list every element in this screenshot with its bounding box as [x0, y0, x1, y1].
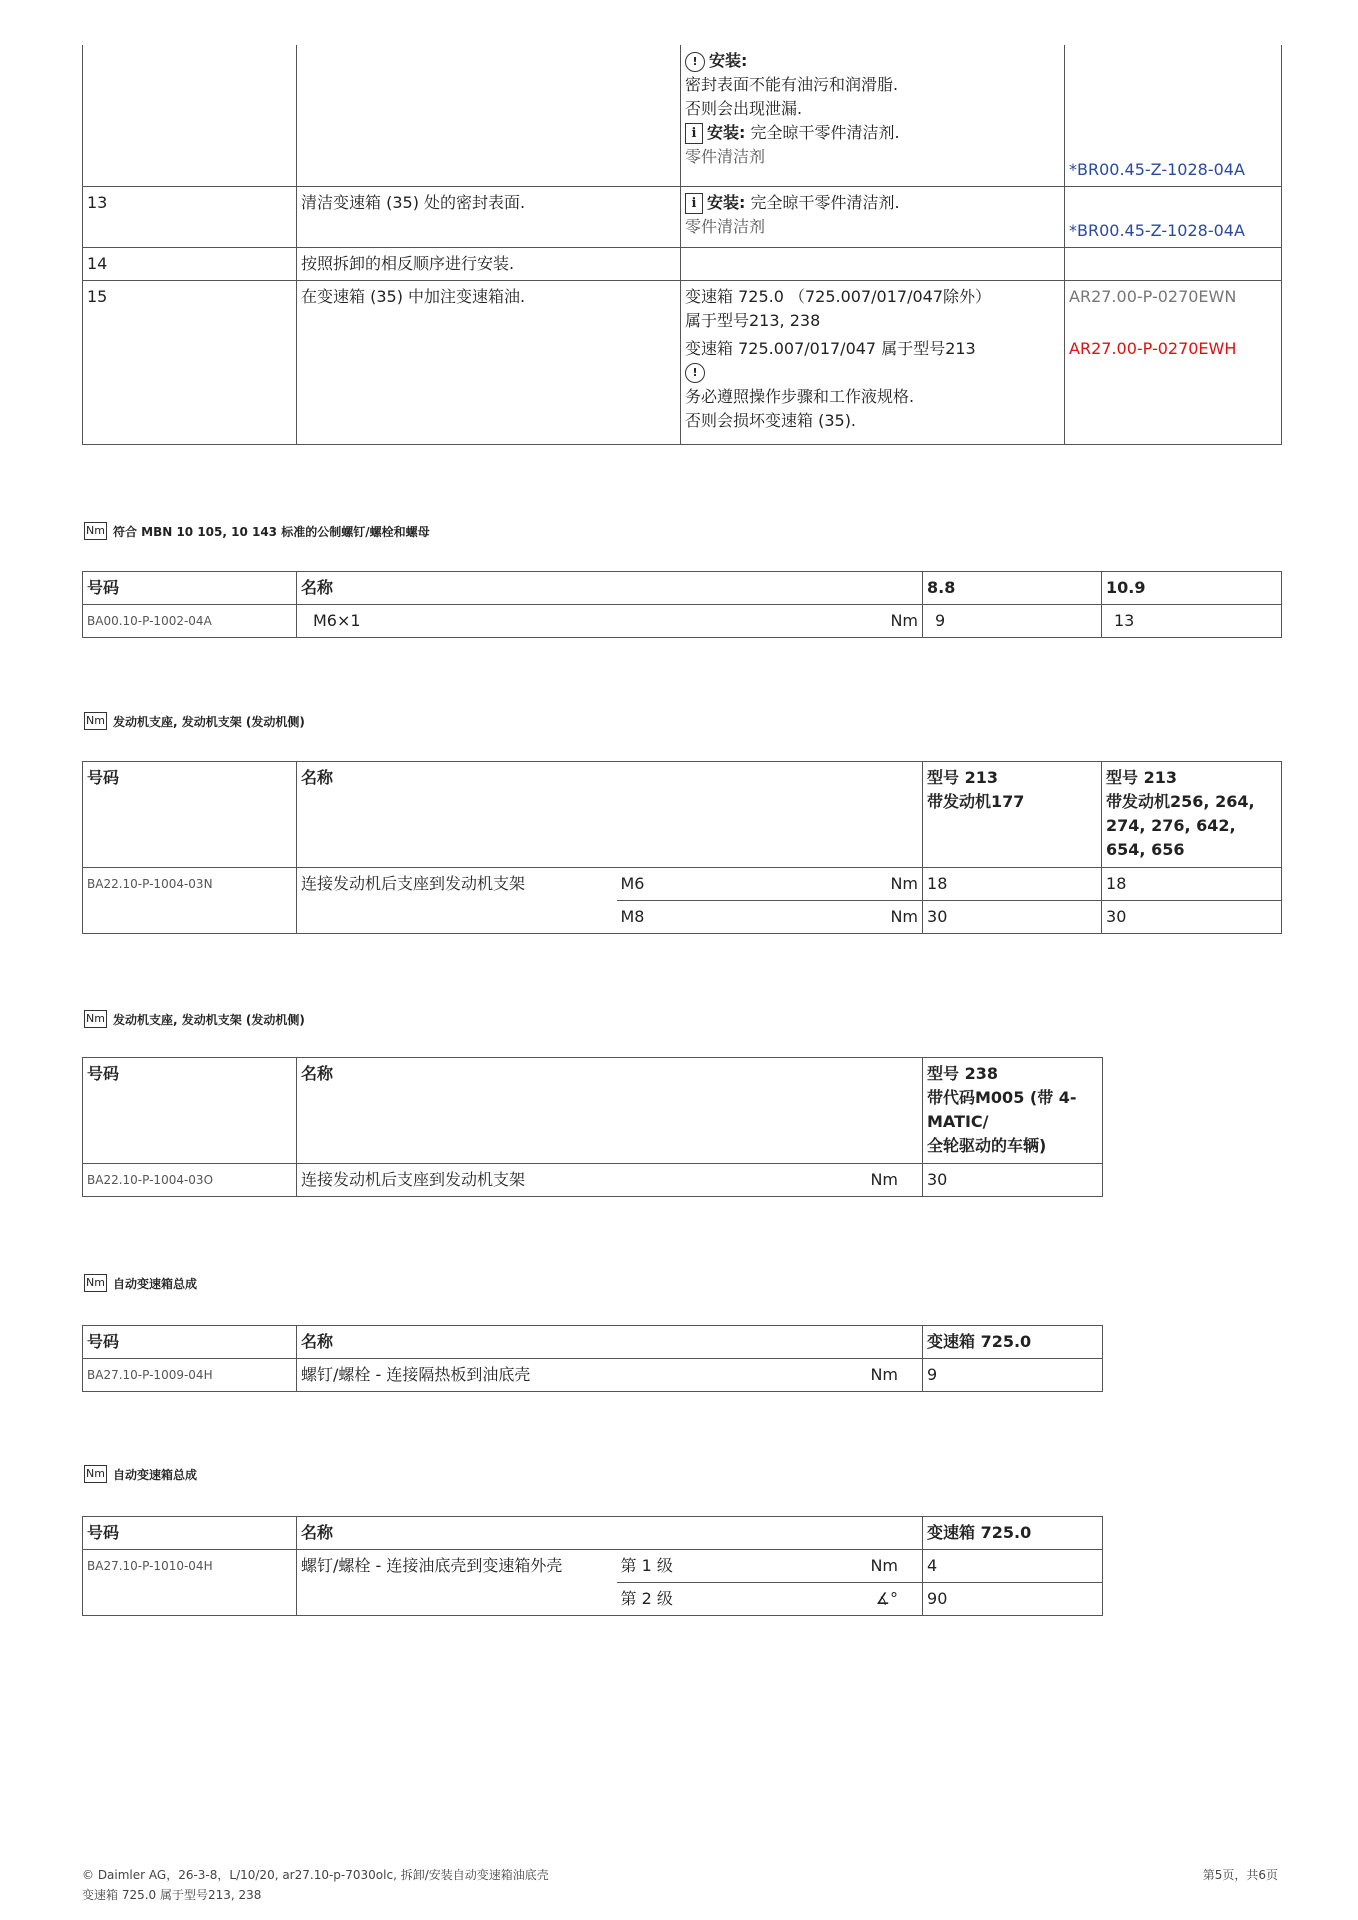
value: 30: [1102, 901, 1282, 934]
header-col: 变速箱 725.0: [923, 1326, 1103, 1359]
info-icon: i: [685, 123, 703, 144]
unit: Nm: [870, 1365, 898, 1384]
name-cell: M6×1: [313, 611, 361, 630]
torque-table-5: [82, 1516, 1103, 1616]
torque-icon: Nm: [84, 1274, 107, 1292]
section-heading: [84, 1010, 305, 1028]
unit: Nm: [870, 1170, 898, 1189]
value: 18: [923, 868, 1102, 901]
header-col: 带发动机256, 264, 274, 276, 642, 654, 656: [1106, 792, 1255, 859]
table-row: [83, 45, 1282, 186]
stage: 第 2 级: [620, 1589, 673, 1608]
section-heading: [84, 1274, 197, 1292]
table-row: [83, 868, 1282, 901]
warning-icon: !: [685, 52, 705, 72]
torque-table-2: [82, 761, 1282, 934]
stage: 第 1 级: [620, 1556, 673, 1575]
table-row: [83, 186, 1282, 247]
header-code: 号码: [83, 1517, 297, 1550]
info-icon: i: [685, 193, 703, 214]
header-name: 名称: [297, 572, 923, 605]
footer-copyright: © Daimler AG，26-3-8，L/10/20, ar27.10-p-7030olc, 拆卸/安装自动变速箱油底壳: [82, 1868, 549, 1882]
step-text: 按照拆卸的相反顺序进行安装.: [297, 247, 681, 280]
value: 9: [923, 605, 1102, 638]
warning-text: 务必遵照操作步骤和工作液规格.: [685, 386, 915, 406]
step-text: 在变速箱 (35) 中加注变速箱油.: [297, 280, 681, 444]
torque-icon: Nm: [84, 712, 107, 730]
step-number: 15: [83, 280, 297, 444]
table-row: [83, 605, 1282, 638]
table-row: [83, 1359, 1103, 1392]
value: 90: [923, 1583, 1103, 1616]
header-col: 带发动机177: [927, 792, 1025, 811]
value: 13: [1102, 605, 1282, 638]
reference-link[interactable]: AR27.00-P-0270EWH: [1069, 338, 1237, 358]
header-col: 型号 213: [927, 768, 998, 787]
warning-icon: !: [685, 363, 705, 383]
header-name: 名称: [297, 1326, 923, 1359]
table-row: [83, 280, 1282, 444]
name-cell: 螺钉/螺栓 - 连接隔热板到油底壳: [301, 1365, 531, 1384]
value: 30: [923, 901, 1102, 934]
reference-link[interactable]: *BR00.45-Z-1028-04A: [1069, 220, 1245, 240]
heading-text: 符合 MBN 10 105, 10 143 标准的公制螺钉/螺栓和螺母: [112, 525, 430, 539]
torque-icon: Nm: [84, 1465, 107, 1483]
torque-table-4: [82, 1325, 1103, 1392]
header-code: 号码: [83, 1058, 297, 1164]
spec-text: 变速箱 725.007/017/047 属于型号213: [685, 338, 976, 358]
header-code: 号码: [83, 1326, 297, 1359]
info-text: 完全晾干零件清洁剂.: [750, 123, 900, 142]
step-text: 清洁变速箱 (35) 处的密封表面.: [297, 186, 681, 247]
heading-text: 发动机支座, 发动机支架 (发动机侧): [112, 715, 305, 729]
name-cell: 连接发动机后支座到发动机支架: [297, 868, 617, 934]
material: 零件清洁剂: [685, 147, 766, 166]
code-cell: BA27.10-P-1010-04H: [83, 1550, 297, 1616]
code-cell: BA22.10-P-1004-03N: [83, 868, 297, 934]
heading-text: 自动变速箱总成: [112, 1277, 197, 1291]
material: 零件清洁剂: [685, 216, 766, 236]
step-number: 14: [83, 247, 297, 280]
header-col: 10.9: [1102, 572, 1282, 605]
table-row: [83, 1550, 1103, 1583]
header-name: 名称: [297, 1517, 923, 1550]
info-label: 安装:: [707, 123, 746, 142]
size: M8: [620, 907, 645, 926]
note-text: 否则会出现泄漏.: [685, 99, 803, 118]
info-label: 安装:: [707, 192, 746, 212]
section-heading: [84, 712, 305, 730]
angle-unit: ∡°: [875, 1589, 899, 1608]
reference-link[interactable]: AR27.00-P-0270EWN: [1069, 286, 1237, 306]
header-col: 型号 213: [1106, 768, 1177, 787]
torque-table-3: [82, 1057, 1103, 1197]
footer-model: 变速箱 725.0 属于型号213, 238: [82, 1888, 262, 1902]
table-row: [83, 1164, 1103, 1197]
reference-link[interactable]: *BR00.45-Z-1028-04A: [1069, 159, 1245, 179]
info-text: 完全晾干零件清洁剂.: [750, 192, 900, 212]
value: 30: [923, 1164, 1103, 1197]
code-cell: BA22.10-P-1004-03O: [83, 1164, 297, 1197]
table-row: [83, 247, 1282, 280]
header-col: 变速箱 725.0: [923, 1517, 1103, 1550]
header-col: 型号 238 带代码M005 (带 4-MATIC/ 全轮驱动的车辆): [923, 1058, 1103, 1164]
heading-text: 发动机支座, 发动机支架 (发动机侧): [112, 1013, 305, 1027]
page-number: 第5页，共6页: [1202, 1868, 1278, 1882]
name-cell: 连接发动机后支座到发动机支架: [301, 1170, 526, 1189]
header-code: 号码: [83, 762, 297, 868]
note-text: 密封表面不能有油污和润滑脂.: [685, 75, 899, 94]
value: 18: [1102, 868, 1282, 901]
name-cell: 螺钉/螺栓 - 连接油底壳到变速箱外壳: [297, 1550, 617, 1616]
header-col: 8.8: [923, 572, 1102, 605]
heading-text: 自动变速箱总成: [112, 1468, 197, 1482]
unit: Nm: [890, 611, 918, 630]
spec-text: 变速箱 725.0 （725.007/017/047除外）: [685, 286, 992, 306]
step-number: 13: [83, 186, 297, 247]
code-cell: BA00.10-P-1002-04A: [83, 605, 297, 638]
spec-text: 属于型号213, 238: [685, 310, 821, 330]
size: M6: [620, 874, 645, 893]
unit: Nm: [890, 907, 919, 926]
torque-icon: Nm: [84, 1010, 107, 1028]
header-name: 名称: [297, 1058, 923, 1164]
section-heading: [84, 522, 430, 540]
value: 4: [923, 1550, 1103, 1583]
torque-table-1: [82, 571, 1282, 638]
code-cell: BA27.10-P-1009-04H: [83, 1359, 297, 1392]
unit: Nm: [890, 874, 919, 893]
header-name: 名称: [297, 762, 923, 868]
section-heading: [84, 1465, 197, 1483]
torque-icon: Nm: [84, 522, 107, 540]
unit: Nm: [870, 1556, 899, 1575]
warning-text: 否则会损坏变速箱 (35).: [685, 410, 857, 430]
procedure-table: [82, 45, 1282, 445]
header-code: 号码: [83, 572, 297, 605]
note-label: 安装:: [709, 51, 748, 70]
value: 9: [923, 1359, 1103, 1392]
